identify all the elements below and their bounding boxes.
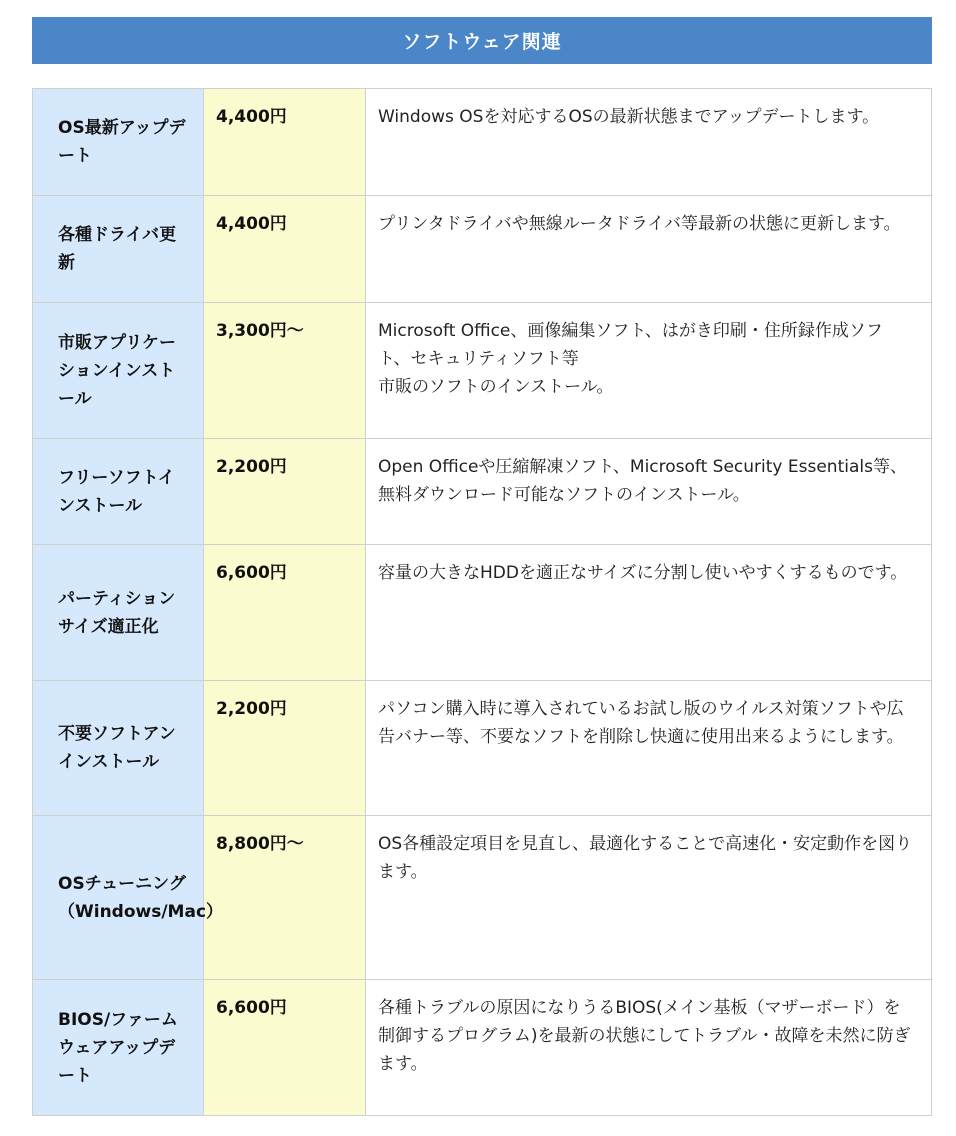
service-name: OSチューニング（Windows/Mac）	[33, 816, 204, 980]
service-description: パソコン購入時に導入されているお試し版のウイルス対策ソフトや広告バナー等、不要なソフトを削除し快適に使用出来るようにします。	[366, 681, 932, 816]
service-description: Microsoft Office、画像編集ソフト、はがき印刷・住所録作成ソフト、セキュリティソフト等 市販のソフトのインストール。	[366, 303, 932, 439]
service-price: 2,200円	[204, 681, 366, 816]
service-name: パーティションサイズ適正化	[33, 545, 204, 681]
service-name: 各種ドライバ更新	[33, 196, 204, 303]
table-row	[33, 89, 932, 196]
service-name: BIOS/ファームウェアアップデート	[33, 980, 204, 1116]
service-description: OS各種設定項目を見直し、最適化することで高速化・安定動作を図ります。	[366, 816, 932, 980]
table-row	[33, 196, 932, 303]
table-row	[33, 303, 932, 439]
service-name: 不要ソフトアンインストール	[33, 681, 204, 816]
service-price: 6,600円	[204, 980, 366, 1116]
service-description: Open Officeや圧縮解凍ソフト、Microsoft Security Essentials等、無料ダウンロード可能なソフトのインストール。	[366, 439, 932, 545]
service-description: 各種トラブルの原因になりうるBIOS(メイン基板（マザーボード）を制御するプログラム)を最新の状態にしてトラブル・故障を未然に防ぎます。	[366, 980, 932, 1116]
service-description: 容量の大きなHDDを適正なサイズに分割し使いやすくするものです。	[366, 545, 932, 681]
service-price: 4,400円	[204, 89, 366, 196]
table-row	[33, 681, 932, 816]
table-row	[33, 439, 932, 545]
table-row	[33, 545, 932, 681]
service-price: 6,600円	[204, 545, 366, 681]
service-name: OS最新アップデート	[33, 89, 204, 196]
service-description: プリンタドライバや無線ルータドライバ等最新の状態に更新します。	[366, 196, 932, 303]
service-description: Windows OSを対応するOSの最新状態までアップデートします。	[366, 89, 932, 196]
service-price: 2,200円	[204, 439, 366, 545]
service-name: 市販アプリケーションインストール	[33, 303, 204, 439]
price-table	[32, 88, 932, 1116]
table-row	[33, 980, 932, 1116]
section-title: ソフトウェア関連	[32, 17, 932, 64]
service-price: 3,300円〜	[204, 303, 366, 439]
service-name: フリーソフトインストール	[33, 439, 204, 545]
service-price: 8,800円〜	[204, 816, 366, 980]
service-price: 4,400円	[204, 196, 366, 303]
table-row	[33, 816, 932, 980]
